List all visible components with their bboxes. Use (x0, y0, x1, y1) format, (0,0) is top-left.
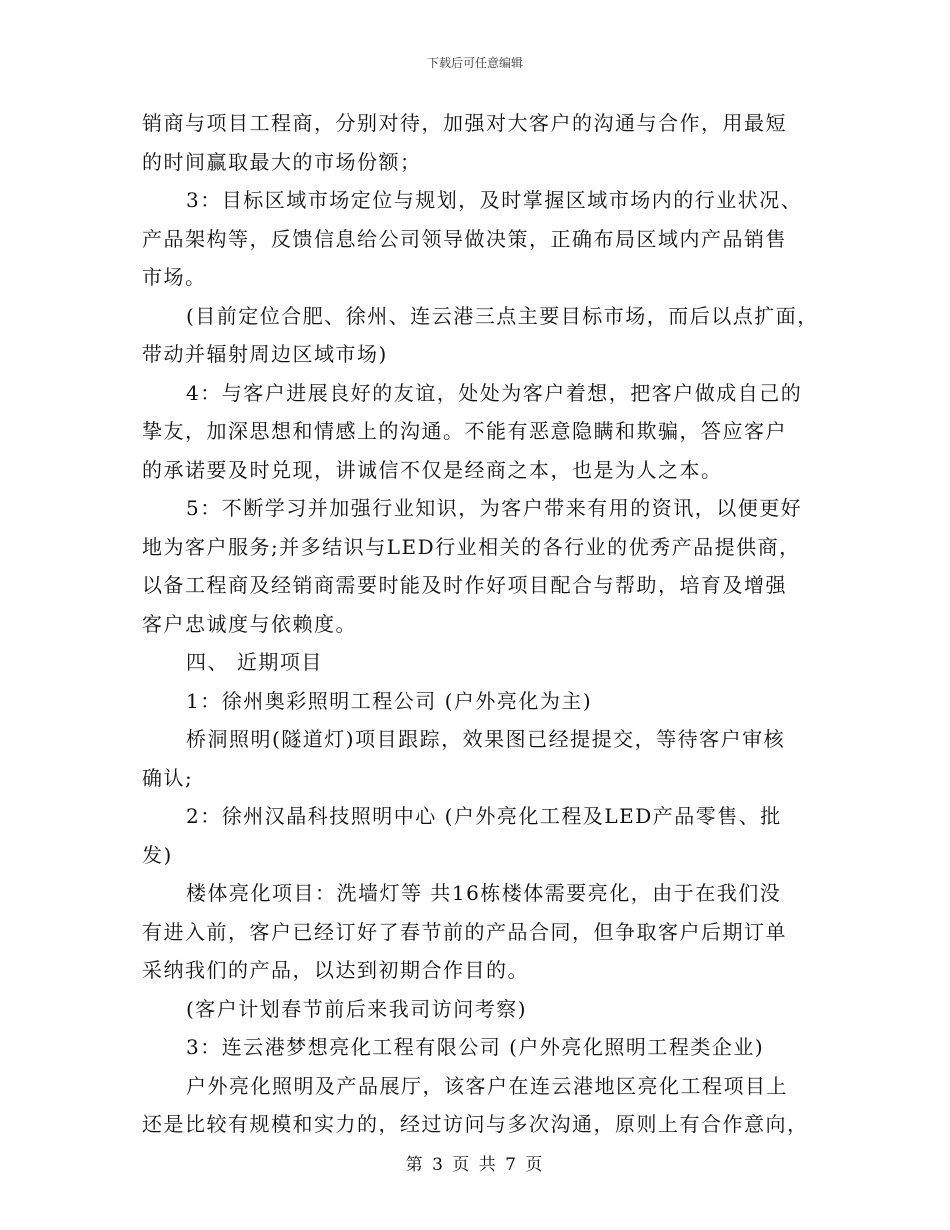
text-line: 产品架构等，反馈信息给公司领导做决策，正确布局区域内产品销售 (142, 226, 787, 251)
text-line: 以备工程商及经销商需要时能及时作好项目配合与帮助，培育及增强 (142, 573, 787, 597)
text-line: 销商与项目工程商，分别对待，加强对大客户的沟通与合作，用最短 (142, 111, 787, 135)
text-line: (客户计划春节前后来我司访问考察) (186, 996, 528, 1021)
text-line: 2：徐州汉晶科技照明中心 (户外亮化工程及LED产品零售、批 (186, 804, 782, 828)
text-line: 市场。 (142, 265, 207, 289)
text-line: 四、 近期项目 (186, 650, 323, 674)
text-line: 确认; (142, 765, 194, 790)
text-line: 有进入前，客户已经订好了春节前的产品合同，但争取客户后期订单 (142, 919, 787, 944)
text-line: 的时间赢取最大的市场份额； (142, 149, 422, 174)
text-line: 楼体亮化项目：洗墙灯等 共16栋楼体需要亮化，由于在我们没 (186, 881, 782, 905)
page-number-footer: 第 3 页 共 7 页 (405, 1155, 545, 1175)
text-line: 5：不断学习并加强行业知识，为客户带来有用的资讯，以便更好 (186, 496, 803, 520)
text-line: 还是比较有规模和实力的，经过访问与多次沟通，原则上有合作意向， (142, 1112, 809, 1136)
text-line: 采纳我们的产品，以达到初期合作目的。 (142, 958, 529, 982)
document-body (142, 104, 832, 1144)
text-line: 户外亮化照明及产品展厅，该客户在连云港地区亮化工程项目上 (186, 1073, 788, 1098)
text-line: 3：目标区域市场定位与规划，及时掌握区域市场内的行业状况、 (186, 188, 803, 212)
text-line: 的承诺要及时兑现，讲诚信不仅是经商之本，也是为人之本。 (142, 457, 723, 482)
text-line: 4：与客户进展良好的友谊，处处为客户着想，把客户做成自己的 (186, 380, 803, 405)
page-header-note: 下载后可任意编辑 (426, 56, 523, 70)
text-line: (目前定位合肥、徐州、连云港三点主要目标市场，而后以点扩面， (186, 303, 819, 328)
text-line: 1：徐州奥彩照明工程公司 (户外亮化为主) (186, 688, 593, 713)
text-line: 带动并辐射周边区域市场) (142, 342, 388, 366)
text-line: 客户忠诚度与依赖度。 (142, 611, 357, 636)
text-line: 挚友，加深思想和情感上的沟通。不能有恶意隐瞒和欺骗，答应客户 (142, 419, 787, 443)
text-line: 桥洞照明(隧道灯)项目跟踪，效果图已经提提交，等待客户审核 (186, 727, 786, 751)
text-line: 发) (142, 842, 173, 867)
text-line: 3：连云港梦想亮化工程有限公司 (户外亮化照明工程类企业) (186, 1035, 765, 1059)
text-line: 地为客户服务;并多结识与LED行业相关的各行业的优秀产品提供商， (142, 534, 801, 559)
